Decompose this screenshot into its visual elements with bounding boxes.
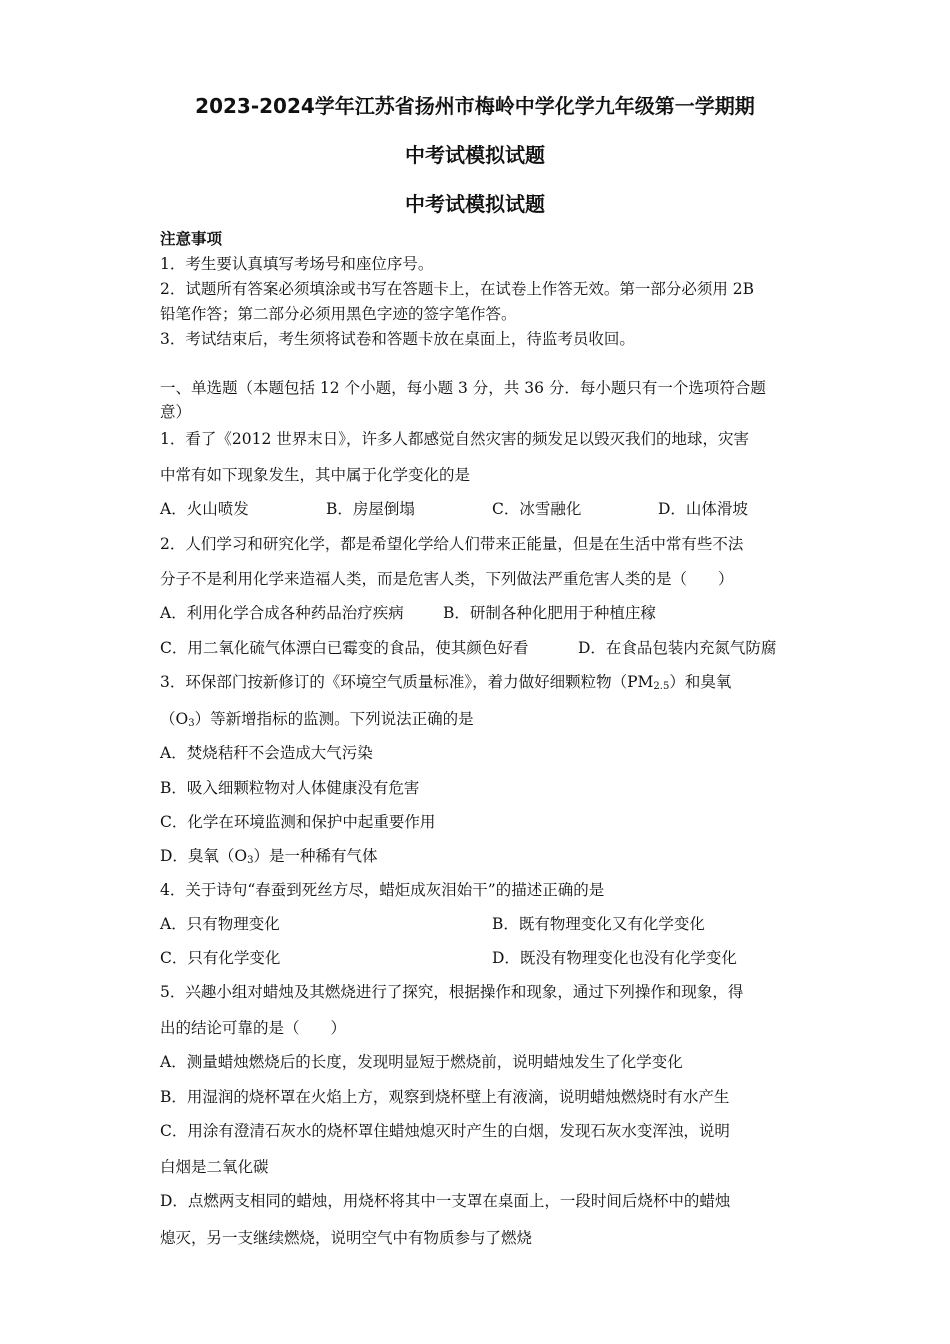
q2-stem-a: 2．人们学习和研究化学，都是希望化学给人们带来正能量，但是在生活中常有些不法 bbox=[160, 535, 744, 553]
q3-stem-a bbox=[160, 670, 800, 692]
q3-option-a: A．焚烧秸秆不会造成大气污染 bbox=[160, 744, 373, 762]
q1-option-c: C．冰雪融化 bbox=[492, 500, 582, 518]
section-heading-b: 意） bbox=[160, 403, 192, 421]
q3-option-b: B．吸入细颗粒物对人体健康没有危害 bbox=[160, 779, 420, 797]
q5-option-d-b: 熄灭，另一支继续燃烧，说明空气中有物质参与了燃烧 bbox=[160, 1229, 533, 1247]
q5-option-c-a: C．用涂有澄清石灰水的烧杯罩住蜡烛熄灭时产生的白烟，发现石灰水变浑浊，说明 bbox=[160, 1122, 730, 1140]
q1-option-b: B．房屋倒塌 bbox=[326, 500, 415, 518]
q5-option-c-b: 白烟是二氧化碳 bbox=[160, 1158, 269, 1176]
q1-option-a: A．火山喷发 bbox=[160, 500, 249, 518]
notice-heading: 注意事项 bbox=[160, 229, 223, 248]
q3-option-c: C．化学在环境监测和保护中起重要作用 bbox=[160, 813, 436, 831]
notice-item-1: 1．考生要认真填写考场号和座位序号。 bbox=[160, 255, 434, 273]
q4-stem: 4．关于诗句“春蚕到死丝方尽，蜡炬成灰泪始干”的描述正确的是 bbox=[160, 881, 605, 899]
q5-stem-b: 出的结论可靠的是（ ） bbox=[160, 1019, 347, 1037]
notice-item-2b: 铅笔作答；第二部分必须用黑色字迹的签字笔作答。 bbox=[160, 305, 517, 323]
q3-stem-b-post: ）等新增指标的监测。下列说法正确的是 bbox=[194, 710, 474, 728]
q4-option-c: C．只有化学变化 bbox=[160, 949, 281, 967]
q2-option-c: C．用二氧化硫气体漂白已霉变的食品，使其颜色好看 bbox=[160, 639, 529, 657]
q3-stem-a-post: ）和臭氧 bbox=[669, 673, 732, 691]
q3-stem-b-pre: （O bbox=[160, 710, 189, 728]
q3-stem-a-sub: 2.5 bbox=[653, 681, 670, 692]
q3-option-d-pre: D．臭氧（O bbox=[160, 847, 248, 865]
q3-stem-b-sub: 3 bbox=[188, 718, 195, 729]
q2-stem-b: 分子不是利用化学来造福人类，而是危害人类，下列做法严重危害人类的是（ ） bbox=[160, 570, 734, 588]
q2-option-a: A．利用化学合成各种药品治疗疾病 bbox=[160, 604, 404, 622]
exam-title-line3: 中考试模拟试题 bbox=[405, 192, 545, 216]
q4-option-d: D．既没有物理变化也没有化学变化 bbox=[492, 949, 737, 967]
q1-stem-a: 1．看了《2012 世界末日》，许多人都感觉自然灾害的频发足以毁灭我们的地球，灾害 bbox=[160, 430, 749, 448]
q3-stem-a-pre: 3．环保部门按新修订的《环境空气质量标准》，着力做好细颗粒物（PM bbox=[160, 673, 654, 691]
q2-option-d: D．在食品包装内充氮气防腐 bbox=[578, 639, 777, 657]
q3-option-d-post: ）是一种稀有气体 bbox=[253, 847, 378, 865]
q3-stem-b bbox=[160, 707, 800, 729]
notice-item-2a: 2．试题所有答案必须填涂或书写在答题卡上，在试卷上作答无效。第一部分必须用 2B bbox=[160, 280, 755, 298]
exam-title-line1: 2023-2024学年江苏省扬州市梅岭中学化学九年级第一学期期 bbox=[195, 94, 755, 118]
q5-option-d-a: D．点燃两支相同的蜡烛，用烧杯将其中一支罩在桌面上，一段时间后烧杯中的蜡烛 bbox=[160, 1192, 731, 1210]
q5-option-b: B．用湿润的烧杯罩在火焰上方，观察到烧杯壁上有液滴，说明蜡烛燃烧时有水产生 bbox=[160, 1088, 730, 1106]
q1-option-d: D．山体滑坡 bbox=[658, 500, 748, 518]
section-heading-a: 一、单选题（本题包括 12 个小题，每小题 3 分，共 36 分．每小题只有一个选项符合题 bbox=[160, 379, 766, 397]
q5-stem-a: 5．兴趣小组对蜡烛及其燃烧进行了探究，根据操作和现象，通过下列操作和现象，得 bbox=[160, 983, 744, 1001]
q1-stem-b: 中常有如下现象发生，其中属于化学变化的是 bbox=[160, 466, 471, 484]
q3-option-d bbox=[160, 844, 800, 866]
exam-title-line2: 中考试模拟试题 bbox=[405, 143, 545, 167]
q4-option-b: B．既有物理变化又有化学变化 bbox=[492, 915, 705, 933]
notice-item-3: 3．考试结束后，考生须将试卷和答题卡放在桌面上，待监考员收回。 bbox=[160, 330, 635, 348]
q2-option-b: B．研制各种化肥用于种植庄稼 bbox=[443, 604, 656, 622]
q4-option-a: A．只有物理变化 bbox=[160, 915, 280, 933]
q3-option-d-sub: 3 bbox=[247, 855, 254, 866]
q5-option-a: A．测量蜡烛燃烧后的长度，发现明显短于燃烧前，说明蜡烛发生了化学变化 bbox=[160, 1053, 683, 1071]
